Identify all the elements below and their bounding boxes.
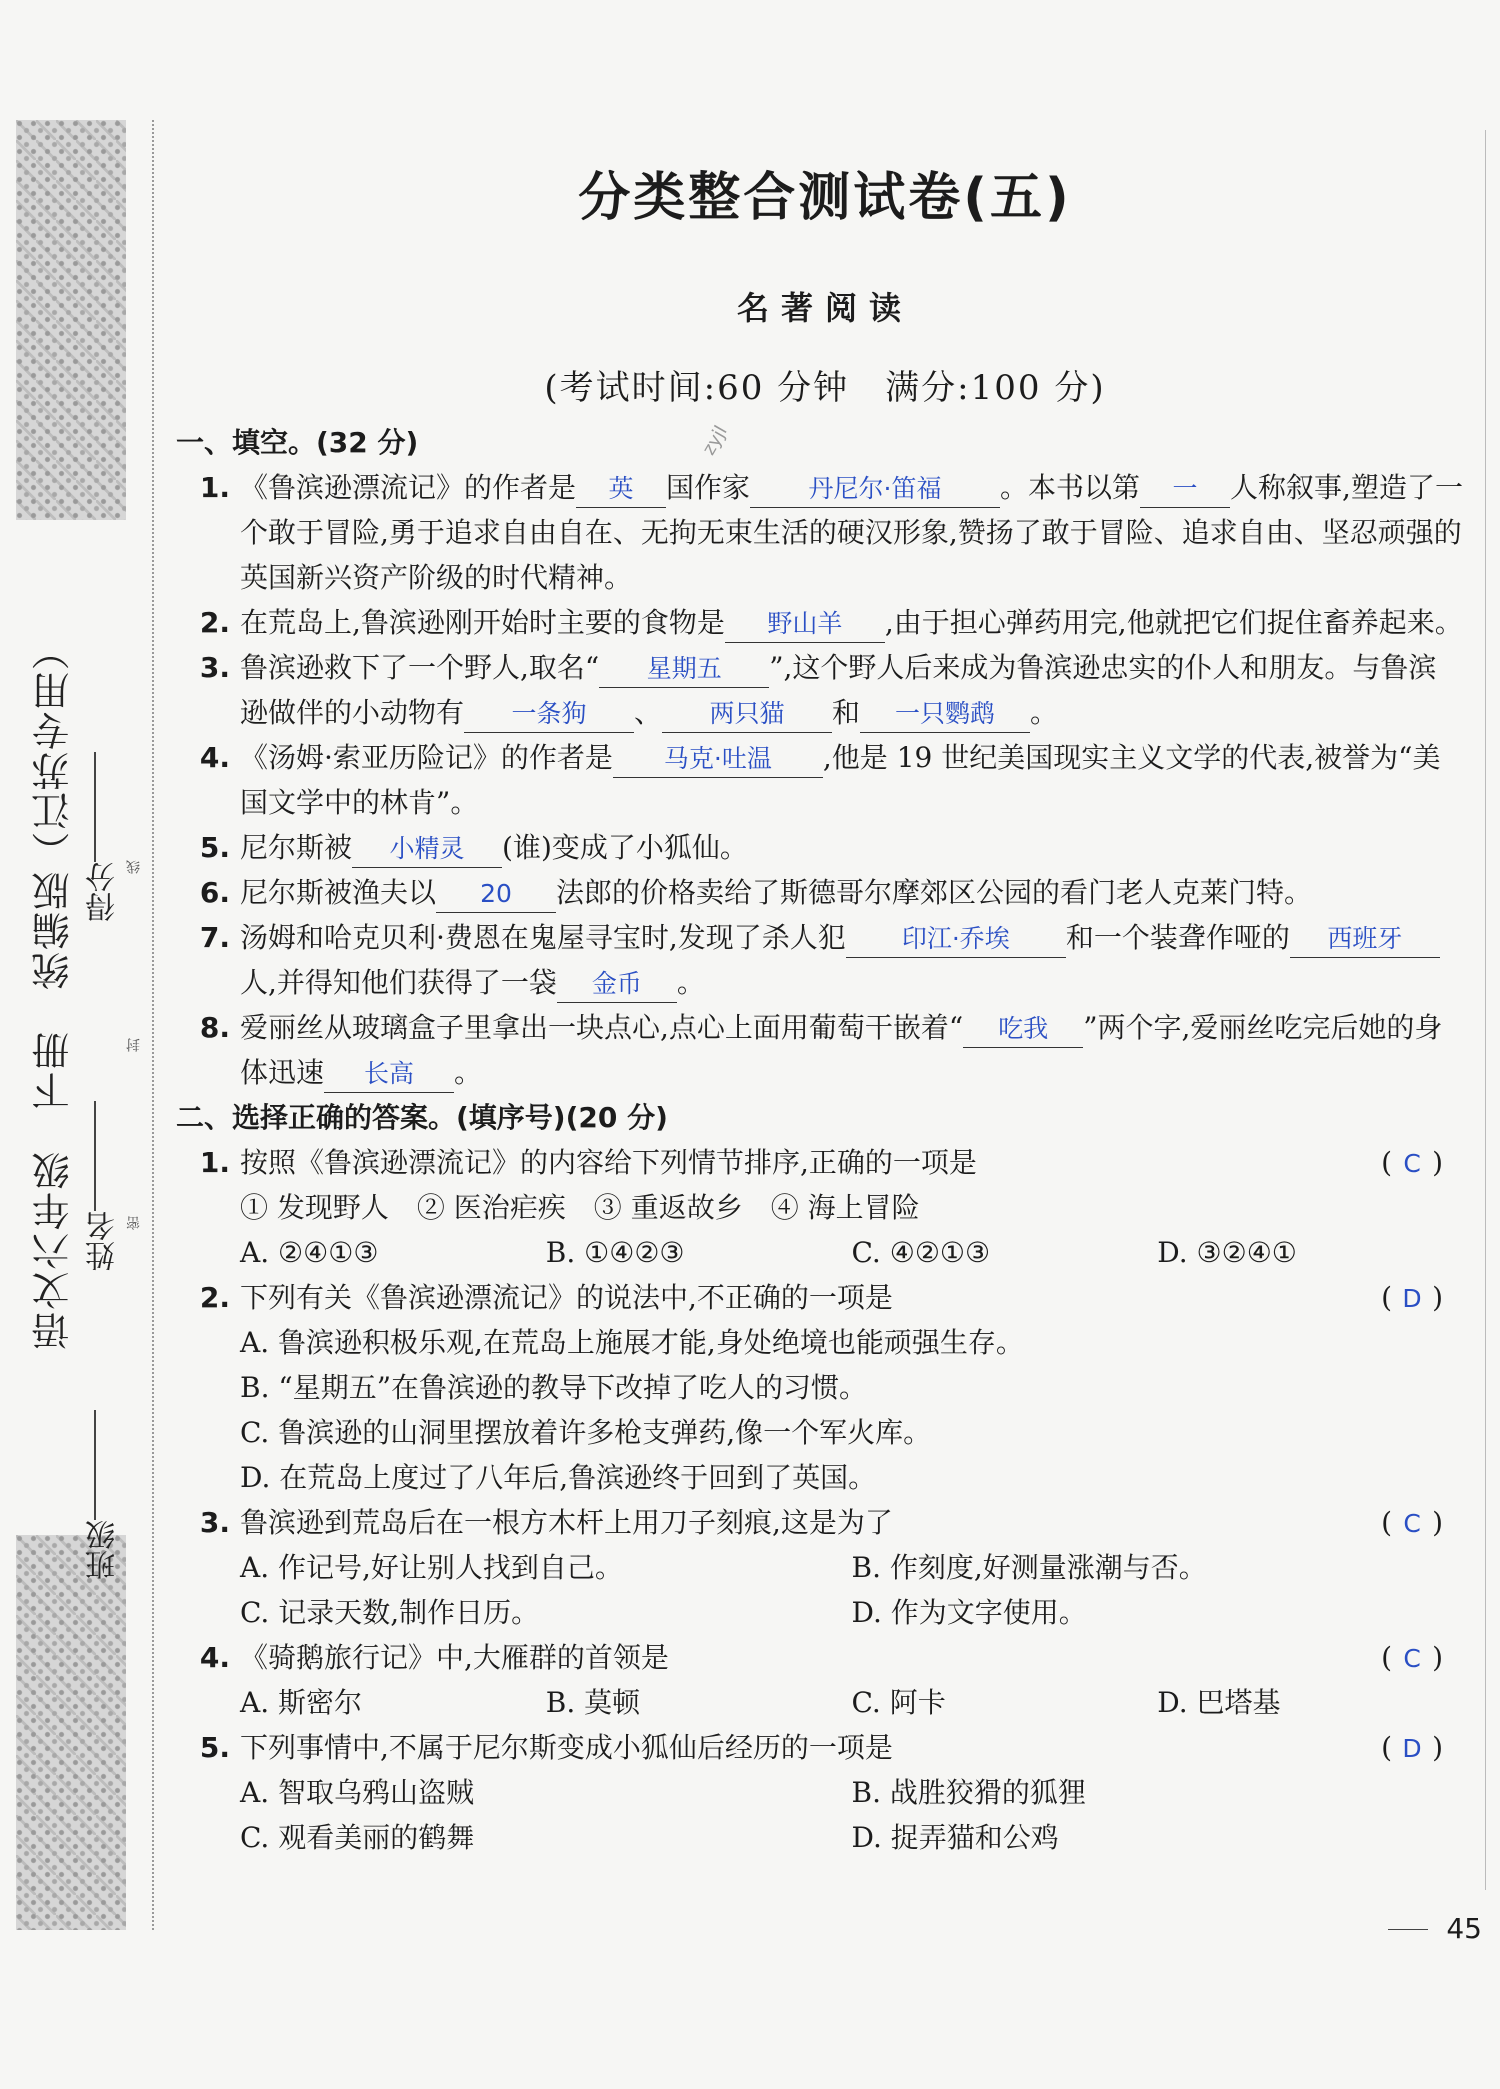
answer-blank[interactable]: 小精灵 xyxy=(352,831,502,868)
question-number: 4. xyxy=(199,741,230,774)
answer-blank[interactable]: 印江·乔埃 xyxy=(846,921,1066,958)
question-text: 《鲁滨逊漂流记》的作者是 xyxy=(240,471,577,504)
option-b[interactable]: B. 作刻度,好测量涨潮与否。 xyxy=(851,1551,1207,1584)
answer-blank[interactable]: 长高 xyxy=(324,1056,454,1093)
decorative-pattern-bottom xyxy=(16,1535,126,1930)
question-number: 2. xyxy=(199,606,230,639)
question-text: ”,这个野人后来成为鲁滨逊忠实的仆人和朋友。与鲁滨逊做伴的小动物有 xyxy=(240,651,1437,729)
answer-blank[interactable]: 马克·吐温 xyxy=(613,741,823,778)
answer-paren[interactable] xyxy=(1381,1635,1443,1681)
cut-line-labels xyxy=(124,860,144,1230)
answer-blank[interactable]: 英 xyxy=(576,471,666,508)
paren-open: ( xyxy=(1381,1146,1393,1179)
option-a[interactable]: A. ②④①③ xyxy=(240,1236,379,1269)
choice-question-3 xyxy=(178,1500,1463,1635)
fill-question-4 xyxy=(178,735,1463,825)
question-text: 《骑鹅旅行记》中,大雁群的首领是 xyxy=(240,1641,669,1674)
answer-blank[interactable]: 一只鹦鹉 xyxy=(860,696,1030,733)
option-b[interactable]: B. 莫顿 xyxy=(545,1686,641,1719)
options-row xyxy=(240,1545,1463,1590)
fill-question-3 xyxy=(178,645,1463,735)
option-c[interactable]: C. 鲁滨逊的山洞里摆放着许多枪支弹药,像一个军火库。 xyxy=(240,1416,932,1449)
option-c[interactable]: C. 记录天数,制作日历。 xyxy=(240,1596,540,1629)
fill-question-2 xyxy=(178,600,1463,645)
question-text: 按照《鲁滨逊漂流记》的内容给下列情节排序,正确的一项是 xyxy=(240,1146,977,1179)
options-row xyxy=(240,1590,1463,1635)
field-name-label: 姓名 xyxy=(86,1210,121,1271)
question-text: 人,并得知他们获得了一袋 xyxy=(240,966,557,999)
option-a[interactable]: A. 智取乌鸦山盗贼 xyxy=(240,1776,475,1809)
question-text: 。 xyxy=(454,1056,483,1089)
margin-book-title: 语文六年级 下册 统编版（江苏专用） xyxy=(32,630,76,1350)
page-title: 分类整合测试卷(五) xyxy=(578,168,1072,228)
paren-close: ) xyxy=(1432,1506,1443,1539)
question-number: 3. xyxy=(199,1506,230,1539)
question-text: 《汤姆·索亚历险记》的作者是 xyxy=(240,741,613,774)
fill-question-8 xyxy=(178,1005,1463,1095)
option-c[interactable]: C. ④②①③ xyxy=(851,1236,991,1269)
option-c[interactable]: C. 观看美丽的鹤舞 xyxy=(240,1821,475,1854)
answer-value: C xyxy=(1403,1149,1421,1178)
answer-value: C xyxy=(1403,1644,1421,1673)
cut-label-xian: 线 xyxy=(126,860,142,874)
question-text: ”两个字,爱丽丝吃完后她的身体迅速 xyxy=(240,1011,1443,1089)
answer-blank[interactable]: 丹尼尔·笛福 xyxy=(750,471,1000,508)
question-text: 在荒岛上,鲁滨逊刚开始时主要的食物是 xyxy=(240,606,725,639)
question-text: (谁)变成了小狐仙。 xyxy=(502,831,748,864)
section-heading-choice: 二、选择正确的答案。(填序号)(20 分) xyxy=(176,1101,668,1134)
question-text: 下列事情中,不属于尼尔斯变成小狐仙后经历的一项是 xyxy=(240,1731,893,1764)
fill-question-7 xyxy=(178,915,1463,1005)
question-text: ,他是 19 世纪美国现实主义文学的代表,被誉为“美国文学中的林肯”。 xyxy=(240,741,1441,819)
question-text: ,由于担心弹药用完,他就把它们捉住畜养起来。 xyxy=(884,606,1463,639)
cut-label-mi: 密 xyxy=(126,1216,142,1230)
question-text: 和 xyxy=(832,696,861,729)
handwritten-watermark: zyjl xyxy=(698,422,732,459)
fill-question-6 xyxy=(178,870,1463,915)
question-text: 汤姆和哈克贝利·费恩在鬼屋寻宝时,发现了杀人犯 xyxy=(240,921,846,954)
answer-blank[interactable]: 20 xyxy=(436,876,556,913)
answer-blank[interactable]: 金币 xyxy=(557,966,677,1003)
question-text: 鲁滨逊救下了一个野人,取名“ xyxy=(240,651,600,684)
page-number-dash xyxy=(1388,1929,1428,1930)
answer-paren[interactable] xyxy=(1381,1500,1443,1546)
option-a[interactable]: A. 斯密尔 xyxy=(240,1686,363,1719)
question-text: 法郎的价格卖给了斯德哥尔摩郊区公园的看门老人克莱门特。 xyxy=(556,876,1313,909)
question-text: 下列有关《鲁滨逊漂流记》的说法中,不正确的一项是 xyxy=(240,1281,893,1314)
fill-question-1 xyxy=(178,465,1463,600)
question-text: 。 xyxy=(676,966,705,999)
question-number: 4. xyxy=(199,1641,230,1674)
question-text: 。本书以第 xyxy=(1000,471,1141,504)
answer-value: C xyxy=(1403,1509,1421,1538)
page-subtitle: 名著阅读 xyxy=(736,289,913,327)
choice-question-5 xyxy=(178,1725,1463,1860)
cut-label-feng: 封 xyxy=(126,1038,142,1052)
binding-margin xyxy=(0,0,150,2089)
page-number: 45 xyxy=(1446,1912,1482,1945)
option-a[interactable]: A. 作记号,好让别人找到自己。 xyxy=(240,1551,623,1584)
question-text: 尼尔斯被渔夫以 xyxy=(240,876,437,909)
question-number: 1. xyxy=(199,471,230,504)
option-b[interactable]: B. ①④②③ xyxy=(545,1236,685,1269)
exam-time-info: (考试时间:60 分钟 满分:100 分) xyxy=(544,368,1106,408)
option-d[interactable]: D. 在荒岛上度过了八年后,鲁滨逊终于回到了英国。 xyxy=(240,1461,877,1494)
answer-paren[interactable] xyxy=(1381,1725,1443,1771)
question-number: 8. xyxy=(199,1011,230,1044)
options-row xyxy=(240,1680,1463,1725)
question-number: 2. xyxy=(199,1281,230,1314)
field-name-line[interactable] xyxy=(95,1101,97,1211)
options-row xyxy=(240,1815,1463,1860)
option-a[interactable]: A. 鲁滨逊积极乐观,在荒岛上施展才能,身处绝境也能顽强生存。 xyxy=(240,1326,1024,1359)
question-text: 国作家 xyxy=(666,471,751,504)
answer-blank[interactable]: 两只猫 xyxy=(662,696,832,733)
question-text: 爱丽丝从玻璃盒子里拿出一块点心,点心上面用葡萄干嵌着“ xyxy=(240,1011,964,1044)
question-number: 6. xyxy=(199,876,230,909)
answer-blank[interactable]: 西班牙 xyxy=(1290,921,1440,958)
options-row xyxy=(240,1230,1463,1275)
option-d[interactable]: D. 捉弄猫和公鸡 xyxy=(851,1821,1059,1854)
question-number: 3. xyxy=(199,651,230,684)
choice-question-1 xyxy=(178,1140,1463,1275)
option-d[interactable]: D. 巴塔基 xyxy=(1157,1686,1281,1719)
question-text: 。 xyxy=(1030,696,1059,729)
question-number: 5. xyxy=(199,831,230,864)
section-heading-fill: 一、填空。(32 分) xyxy=(176,426,419,459)
answer-blank[interactable]: 吃我 xyxy=(963,1011,1083,1048)
question-number: 1. xyxy=(199,1146,230,1179)
option-d[interactable]: D. ③②④① xyxy=(1157,1236,1297,1269)
field-class-line[interactable] xyxy=(95,1410,97,1520)
question-number: 5. xyxy=(199,1731,230,1764)
question-text: 、 xyxy=(634,696,663,729)
question-text: 和一个装聋作哑的 xyxy=(1065,921,1290,954)
paren-close: ) xyxy=(1432,1146,1443,1179)
paren-close: ) xyxy=(1432,1641,1443,1674)
answer-blank[interactable]: 一条狗 xyxy=(464,696,634,733)
answer-value: D xyxy=(1402,1284,1422,1313)
answer-blank[interactable]: 一 xyxy=(1140,471,1230,508)
answer-value: D xyxy=(1402,1734,1422,1763)
answer-blank[interactable]: 野山羊 xyxy=(725,606,885,643)
fill-question-5 xyxy=(178,825,1463,870)
choice-question-4 xyxy=(178,1635,1463,1725)
question-text: 鲁滨逊到荒岛后在一根方木杆上用刀子刻痕,这是为了 xyxy=(240,1506,893,1539)
option-c[interactable]: C. 阿卡 xyxy=(851,1686,946,1719)
question-text: 人称叙事,塑造了一个敢于冒险,勇于追求自由自在、无拘无束生活的硬汉形象,赞扬了敢于冒险、追求自由、坚忍顽强的英国新兴资产阶级的时代精神。 xyxy=(240,471,1463,594)
exam-content xyxy=(178,420,1463,1860)
question-text: 尼尔斯被 xyxy=(240,831,353,864)
margin-student-fields xyxy=(82,540,126,1580)
question-number: 7. xyxy=(199,921,230,954)
answer-paren[interactable] xyxy=(1381,1140,1443,1186)
plot-items: ① 发现野人 ② 医治疟疾 ③ 重返故乡 ④ 海上冒险 xyxy=(240,1191,920,1224)
option-b[interactable]: B. “星期五”在鲁滨逊的教导下改掉了吃人的习惯。 xyxy=(240,1371,868,1404)
field-score-label: 得分 xyxy=(86,861,121,922)
paren-close: ) xyxy=(1432,1281,1443,1314)
answer-blank[interactable]: 星期五 xyxy=(599,651,769,688)
paren-open: ( xyxy=(1381,1731,1393,1764)
paren-close: ) xyxy=(1432,1731,1443,1764)
answer-paren[interactable] xyxy=(1381,1275,1443,1321)
decorative-pattern-top xyxy=(16,120,126,520)
paren-open: ( xyxy=(1381,1281,1393,1314)
field-score-line[interactable] xyxy=(95,752,97,862)
choice-question-2 xyxy=(178,1275,1463,1500)
option-d[interactable]: D. 作为文字使用。 xyxy=(851,1596,1087,1629)
paren-open: ( xyxy=(1381,1506,1393,1539)
field-class-label: 班级 xyxy=(86,1520,121,1580)
paren-open: ( xyxy=(1381,1641,1393,1674)
option-b[interactable]: B. 战胜狡猾的狐狸 xyxy=(851,1776,1086,1809)
options-row xyxy=(240,1770,1463,1815)
